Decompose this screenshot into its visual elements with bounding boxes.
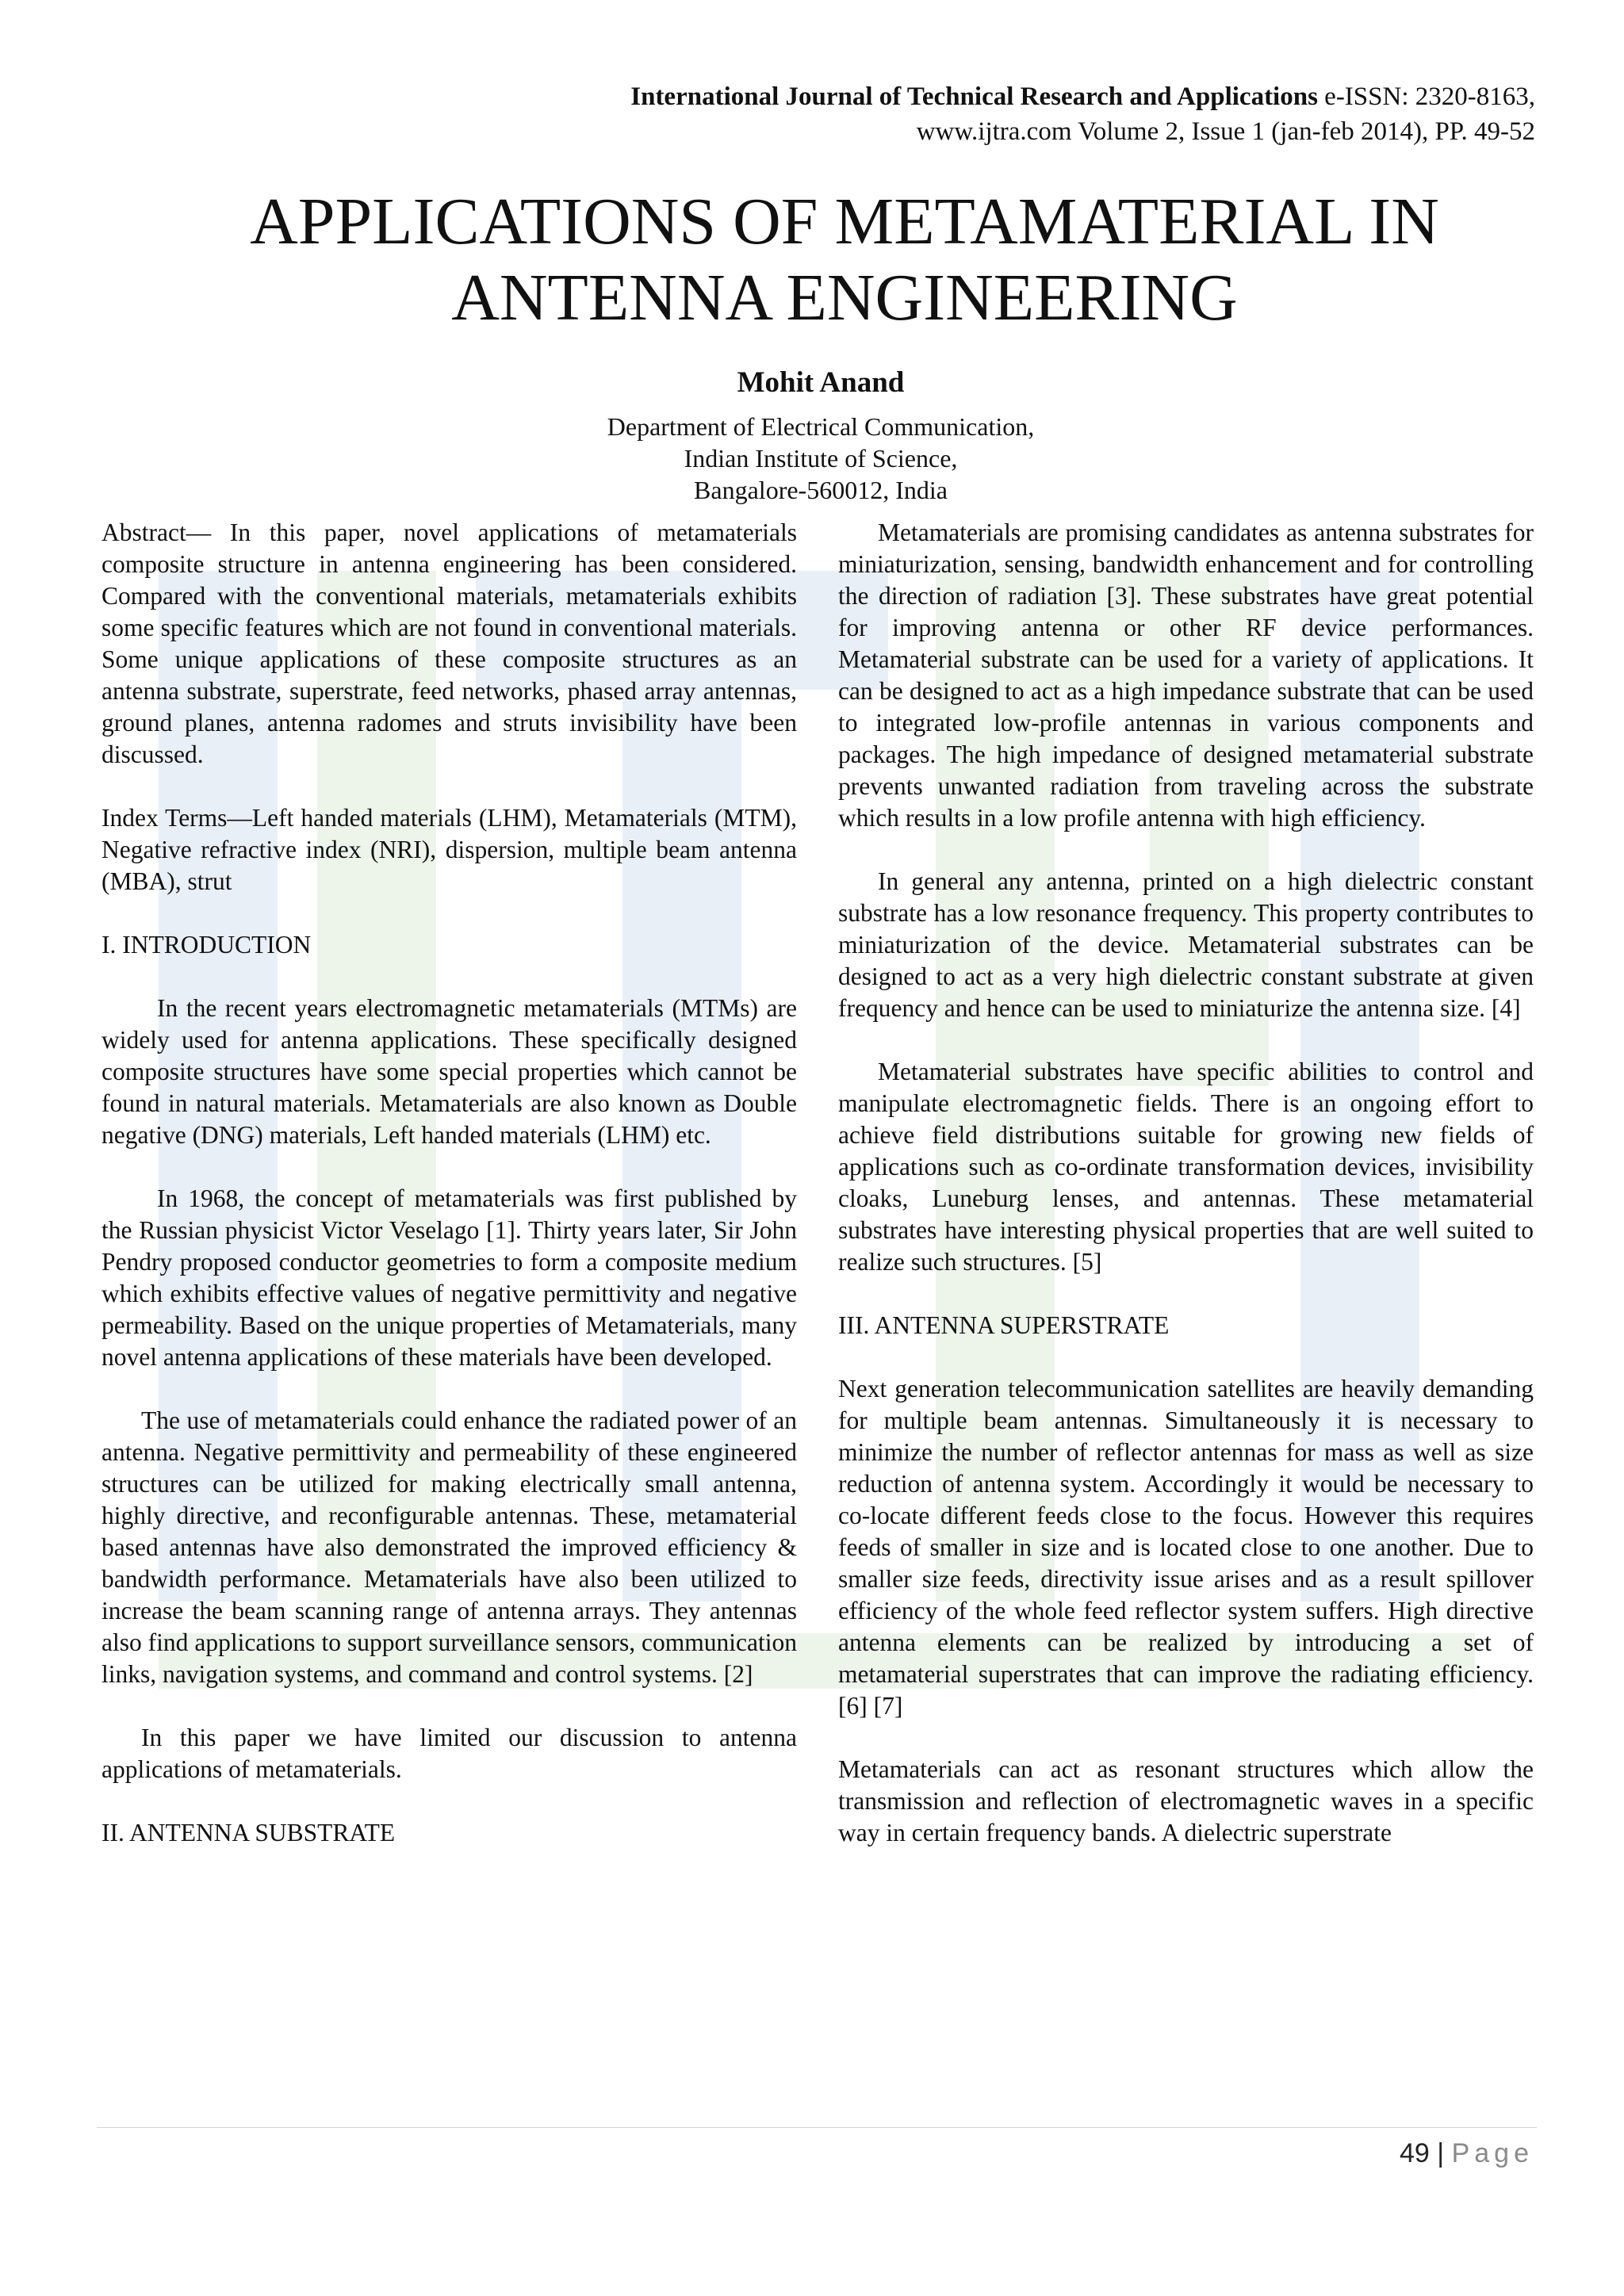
section-heading-antenna-superstrate: III. ANTENNA SUPERSTRATE [838, 1311, 1170, 1339]
intro-paragraph-4: In this paper we have limited our discussion to antenna applications of metamaterials. [102, 1724, 797, 1783]
superstrate-paragraph-2: Metamaterials can act as resonant structures which allow the transmission and reflection of electromagnetic waves in a specific way in certain frequency bands. A dielectric superstrate [838, 1755, 1534, 1846]
substrate-paragraph-1: Metamaterials are promising candidates as antenna substrates for miniaturization, sensing, bandwidth enhancement and for controlling the direction of radiation [3]. These substrates have great potential for improving antenna or other RF device performances. Metamaterial substrate can be used for a variety of applications. It can be designed to act as a high impedance substrate that can be used to integrated low-profile antennas in various components and packages. The high impedance of designed metamaterial substrate prevents unwanted radiation from traveling across the substrate which results in a low profile antenna with high efficiency. [838, 519, 1534, 832]
paper-title [0, 184, 1624, 336]
intro-paragraph-2: In 1968, the concept of metamaterials was first published by the Russian physicist Victor Veselago [1]. Thirty years later, Sir John Pendry proposed conductor geometries to form a composite medium which exhibits effective values of negative permittivity and negative permeability. Based on the unique properties of Metamaterials, many novel antenna applications of these materials have been developed. [102, 1184, 797, 1371]
paper-title-line1: APPLICATIONS OF METAMATERIAL IN [250, 185, 1439, 258]
journal-issn: e-ISSN: 2320-8163, [1317, 82, 1535, 111]
abstract: Abstract— In this paper, novel applications of metamaterials composite structure in antenna engineering has been considered. Compared with the conventional materials, metamaterials exhibits some specific features which are not found in conventional materials. Some unique applications of these composite structures as an antenna substrate, superstrate, feed networks, phased array antennas, ground planes, antenna radomes and struts invisibility have been discussed. [102, 519, 797, 768]
section-heading-introduction: I. INTRODUCTION [102, 931, 312, 959]
journal-name: International Journal of Technical Research and Applications [630, 82, 1318, 111]
journal-volume: www.ijtra.com Volume 2, Issue 1 (jan-feb 2014), PP. 49-52 [916, 117, 1535, 146]
substrate-paragraph-2: In general any antenna, printed on a high dielectric constant substrate has a low resonance frequency. This property contributes to miniaturization of the device. Metamaterial substrates can be designed to act as a very high dielectric constant substrate at given frequency and hence can be used to miniaturize the antenna size. [4] [838, 867, 1534, 1022]
intro-paragraph-1: In the recent years electromagnetic metamaterials (MTMs) are widely used for antenna applications. These specifically designed composite structures have some special properties which cannot be found in natural materials. Metamaterials are also known as Double negative (DNG) materials, Left handed materials (LHM) etc. [102, 994, 797, 1149]
page-label: Page [1451, 2138, 1534, 2168]
journal-header [630, 79, 1535, 149]
superstrate-paragraph-1: Next generation telecommunication satellites are heavily demanding for multiple beam antennas. Simultaneously it is necessary to minimize the number of reflector antennas for mass as well as size reduction of antenna system. Accordingly it would be necessary to co-locate different feeds close to the focus. However this requires feeds of smaller in size and is located close to one another. Due to smaller size feeds, directivity issue arises and as a result spillover efficiency of the whole feed reflector system suffers. High directive antenna elements can be realized by introducing a set of metamaterial superstrates that can improve the radiating efficiency. [6] [7] [838, 1375, 1534, 1720]
journal-header-line1 [630, 79, 1535, 114]
paper-title-line2: ANTENNA ENGINEERING [451, 261, 1238, 335]
index-terms: Index Terms—Left handed materials (LHM), Metamaterials (MTM), Negative refractive index (NRI), dispersion, multiple beam antenna (MBA), strut [102, 804, 797, 895]
affiliation-institute: Indian Institute of Science, [684, 444, 958, 473]
section-heading-antenna-substrate: II. ANTENNA SUBSTRATE [102, 1819, 396, 1846]
affiliation-address: Bangalore-560012, India [694, 476, 948, 504]
left-column [102, 517, 797, 1881]
right-column [838, 517, 1534, 1881]
author-affiliation [0, 411, 1624, 506]
substrate-paragraph-3: Metamaterial substrates have specific abilities to control and manipulate electromagnetic fields. There is an ongoing effort to achieve field distributions suitable for growing new fields of applications such as co-ordinate transformation devices, invisibility cloaks, Luneburg lenses, and antennas. These metamaterial substrates have interesting physical properties that are well suited to realize such structures. [5] [838, 1058, 1534, 1276]
footer-divider [97, 2127, 1537, 2128]
page-number: 49 [1400, 2138, 1430, 2168]
page-separator: | [1437, 2138, 1445, 2168]
intro-paragraph-3: The use of metamaterials could enhance the radiated power of an antenna. Negative permittivity and permeability of these engineered structures can be utilized for making electrically small antenna, highly directive, and reconfigurable antennas. These, metamaterial based antennas have also demonstrated the improved efficiency & bandwidth performance. Metamaterials have also been utilized to increase the beam scanning range of antenna arrays. They antennas also find applications to support surveillance sensors, communication links, navigation systems, and command and control systems. [2] [102, 1406, 797, 1688]
affiliation-department: Department of Electrical Communication, [607, 412, 1035, 441]
author-name: Mohit Anand [737, 366, 905, 399]
page-footer [1400, 2136, 1534, 2171]
